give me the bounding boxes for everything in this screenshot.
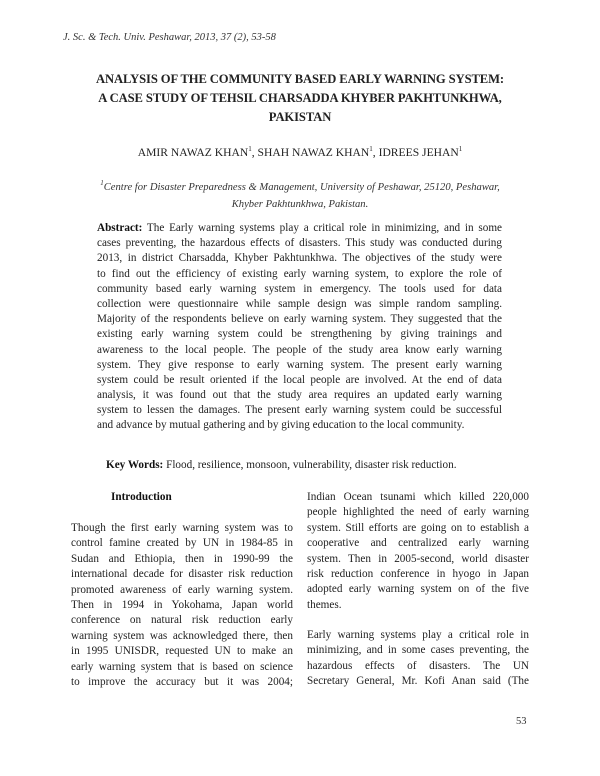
abstract-text: The Early warning systems play a critical role in minimizing, and in some — [142, 222, 502, 234]
body-line: conference on natural risk reduction early — [71, 614, 293, 627]
body-line: international decade for disaster risk reduction — [71, 568, 293, 581]
abstract — [97, 221, 502, 434]
abstract-line — [97, 221, 502, 236]
affiliation-mark: 1 — [458, 145, 463, 153]
body-line: warning system was acknowledged there, then — [71, 629, 293, 642]
affiliation-line — [60, 175, 540, 196]
title-line: PAKISTAN — [268, 110, 332, 124]
keywords-label: Key Words: — [106, 459, 164, 471]
body-line: Then in 1994 in Yokohama, Japan world — [71, 598, 293, 611]
body-line: Indian Ocean tsunami which killed 220,000 — [307, 491, 529, 503]
keywords — [106, 459, 457, 471]
author-name: SHAH NAWAZ KHAN — [257, 146, 370, 159]
author-list — [60, 145, 540, 159]
body-line: Secretary General, Mr. Kofi Anan said (The — [307, 675, 529, 688]
affiliation — [60, 175, 540, 213]
right-column-paragraph-2 — [307, 628, 529, 690]
journal-citation: J. Sc. & Tech. Univ. Peshawar, 2013, 37 (2), 53-58 — [63, 32, 276, 43]
body-line: hazardous effects of disasters. The UN — [307, 659, 529, 672]
author-name: IDREES JEHAN — [378, 146, 459, 159]
author-separator: , — [251, 146, 258, 159]
abstract-line: existing early warning system could be strengthening by giving trainings and — [97, 328, 502, 341]
abstract-line: community based early warning system in emergency. The tools used for data — [97, 282, 502, 295]
body-line: early warning system that is based on science — [71, 660, 293, 673]
body-line: themes. — [307, 598, 342, 611]
left-column — [71, 521, 293, 690]
abstract-line: awareness to the local people. The people of the study area know early warning — [97, 343, 502, 356]
title-line: ANALYSIS OF THE COMMUNITY BASED EARLY WARNING SYSTEM: — [96, 72, 504, 86]
paper-title — [60, 70, 540, 127]
affiliation-line: Khyber Pakhtunkhwa, Pakistan. — [231, 199, 369, 210]
body-line: adopted early warning system on of the five — [307, 583, 529, 596]
affiliation-mark: 1 — [100, 179, 104, 187]
author-separator: , — [372, 146, 379, 159]
body-line: Sudan and Ethiopia, then in 1990-99 the — [71, 552, 293, 565]
right-column-paragraph-1 — [307, 490, 529, 613]
body-line: cooperative and centralized early warning — [307, 537, 529, 550]
abstract-line: 2013, in district Charsadda, Khyber Pakhtunkhwa. The objectives of the study were — [97, 252, 502, 265]
body-line: minimizing, and in some cases preventing, the — [307, 644, 529, 657]
body-line: Early warning systems play a critical role in — [307, 629, 529, 641]
author-name: AMIR NAWAZ KHAN — [137, 146, 249, 159]
abstract-line: analysis, it was found out that the study area requires an updated early warning — [97, 389, 502, 402]
abstract-label: Abstract: — [97, 222, 143, 234]
abstract-line: Majority of the respondents believe on early warning system. They suggested that the — [97, 313, 502, 326]
body-line: promoted awareness of early warning system. — [71, 583, 293, 596]
abstract-line: collection were questionnaire while sample design was simple random sampling. — [97, 297, 502, 310]
abstract-line: cases preventing, the hazardous effects of disasters. This study was conducted during — [97, 237, 502, 250]
title-line: A CASE STUDY OF TEHSIL CHARSADDA KHYBER PAKHTUNKHWA, — [98, 91, 502, 105]
section-heading-introduction: Introduction — [111, 491, 172, 503]
abstract-line: to find out the efficiency of existing early warning system, to explore the role of — [97, 267, 502, 280]
body-line: risk reduction conference in hyogo in Japan — [307, 567, 529, 580]
abstract-line: system to lessen the damages. The present early warning system could be successful — [97, 404, 502, 417]
body-line: to improve the accuracy but it was 2004; — [71, 675, 293, 688]
abstract-line: system. They give response to early warning system. The present early warning — [97, 358, 502, 371]
affiliation-text: Centre for Disaster Preparedness & Management, University of Peshawar, 25120, Peshawar, — [103, 182, 500, 193]
keywords-text: Flood, resilience, monsoon, vulnerability, disaster risk reduction. — [163, 459, 457, 471]
affiliation-mark: 1 — [369, 145, 373, 153]
body-line: system. Then in 2005-second, world disaster — [307, 552, 529, 565]
page-number: 53 — [516, 716, 527, 727]
affiliation-mark: 1 — [248, 145, 252, 153]
body-line: people highlighted the need of early warning — [307, 506, 529, 519]
body-line: in 1995 UNISDR, requested UN to make an — [71, 645, 293, 658]
body-line: system. Still efforts are going on to establish a — [307, 521, 529, 534]
abstract-line: system could be result oriented if the local people are involved. At the end of data — [97, 373, 502, 386]
body-line: Though the first early warning system was to — [71, 522, 293, 534]
body-line: control famine created by UN in 1984-85 in — [71, 537, 293, 550]
abstract-line: and advance by mutual gathering and by giving education to the local community. — [97, 419, 465, 432]
